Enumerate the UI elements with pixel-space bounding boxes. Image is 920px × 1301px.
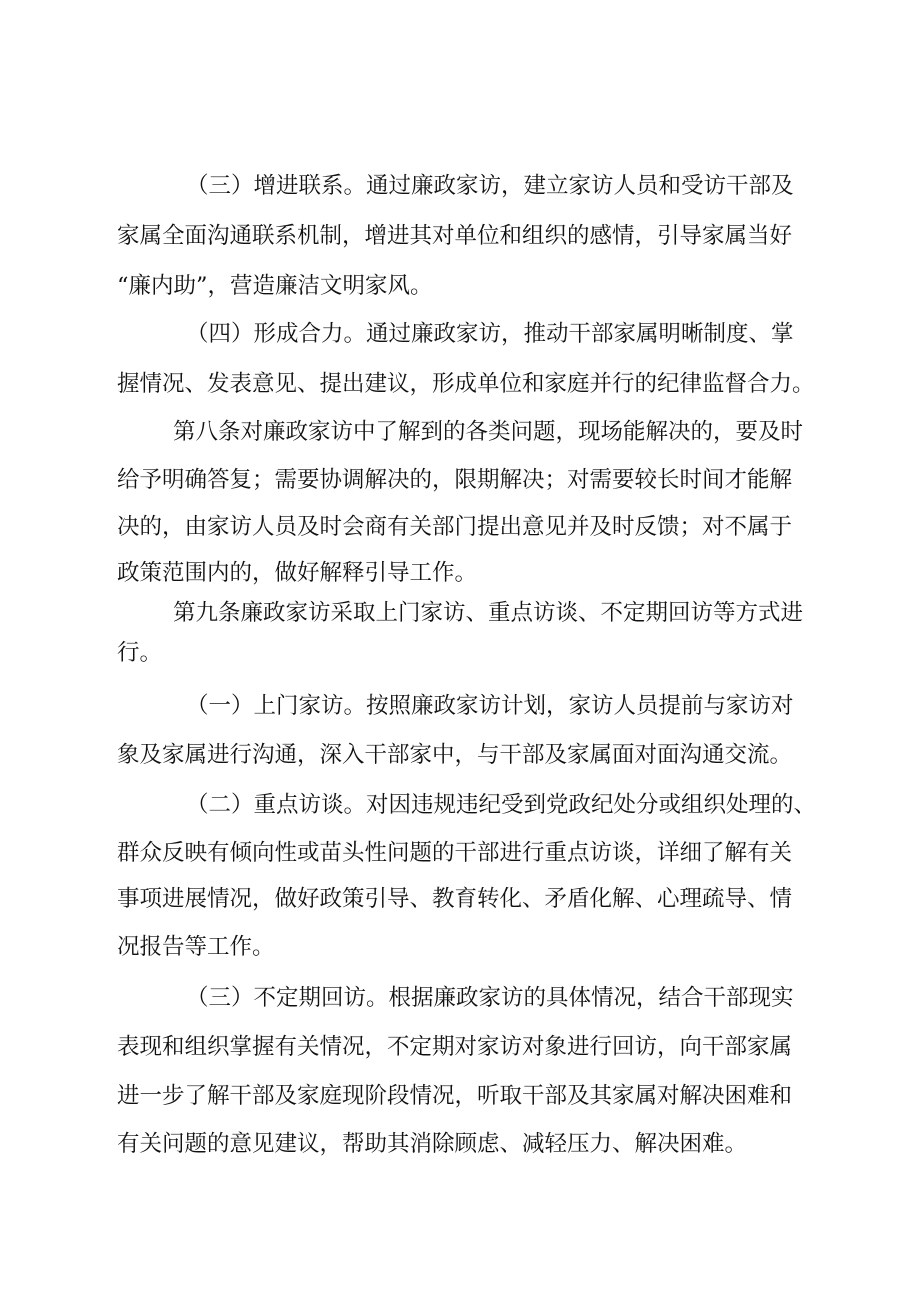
paragraph-line: 有关问题的意见建议，帮助其消除顾虑、减轻压力、解决困难。 <box>117 1131 748 1157</box>
paragraph-line: （三）增进联系。通过廉政家访，建立家访人员和受访干部及 <box>186 173 794 199</box>
paragraph-line: 政策范围内的，做好解释引导工作。 <box>117 560 478 586</box>
paragraph-line: （二）重点访谈。对因违规违纪受到党政纪处分或组织处理的、 <box>186 792 817 818</box>
paragraph-line: （三）不定期回访。根据廉政家访的具体情况，结合干部现实 <box>186 985 794 1011</box>
paragraph-line: 表现和组织掌握有关情况，不定期对家访对象进行回访，向干部家属 <box>117 1034 793 1060</box>
paragraph-line: 进一步了解干部及家庭现阶段情况，听取干部及其家属对解决困难和 <box>117 1083 793 1109</box>
paragraph-line: 行。 <box>117 640 163 666</box>
paragraph-line: 象及家属进行沟通，深入干部家中，与干部及家属面对面沟通交流。 <box>117 742 793 768</box>
paragraph-line: 第八条对廉政家访中了解到的各类问题，现场能解决的，要及时 <box>173 419 804 445</box>
paragraph-line: 决的，由家访人员及时会商有关部门提出意见并及时反馈；对不属于 <box>117 514 793 540</box>
paragraph-line: （一）上门家访。按照廉政家访计划，家访人员提前与家访对 <box>186 693 794 719</box>
paragraph-line: 群众反映有倾向性或苗头性问题的干部进行重点访谈，详细了解有关 <box>117 840 793 866</box>
paragraph-line: 事项进展情况，做好政策引导、教育转化、矛盾化解、心理疏导、情 <box>117 886 793 912</box>
paragraph-line: （四）形成合力。通过廉政家访，推动干部家属明晰制度、掌 <box>186 321 794 347</box>
paragraph-line: 家属全面沟通联系机制，增进其对单位和组织的感情，引导家属当好 <box>117 223 793 249</box>
paragraph-line: “廉内助”，营造廉洁文明家风。 <box>117 273 433 299</box>
paragraph-line: 第九条廉政家访采取上门家访、重点访谈、不定期回访等方式进 <box>173 600 804 626</box>
paragraph-line: 握情况、发表意见、提出建议，形成单位和家庭并行的纪律监督合力。 <box>117 371 815 397</box>
paragraph-line: 况报告等工作。 <box>117 934 275 960</box>
paragraph-line: 给予明确答复；需要协调解决的，限期解决；对需要较长时间才能解 <box>117 467 793 493</box>
